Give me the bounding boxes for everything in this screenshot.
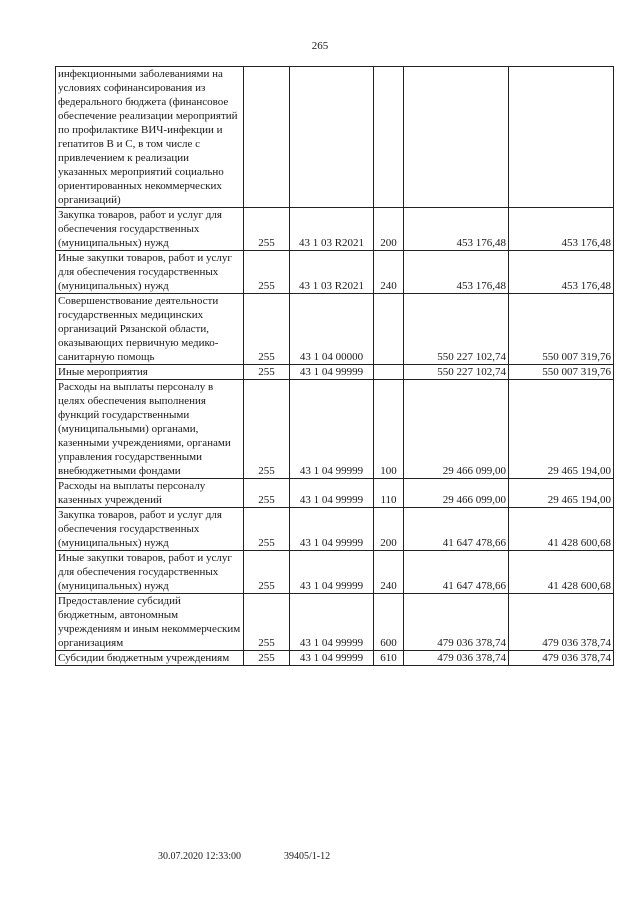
row-vr-cell [374,365,404,380]
row-sum-2-cell: 479 036 378,74 [509,594,614,651]
budget-table-body [56,67,614,666]
table-row [56,508,614,551]
row-ved-cell: 255 [244,294,290,365]
row-sum-1-cell: 41 647 478,66 [404,508,509,551]
row-vr-cell: 240 [374,551,404,594]
row-csr-cell: 43 1 04 99999 [290,380,374,479]
row-name-cell: Иные закупки товаров, работ и услуг для обеспечения государственных (муниципальных) нужд [56,551,244,594]
row-name-cell: Предоставление субсидий бюджетным, автономным учреждениям и иным некоммерческим организациям [56,594,244,651]
row-name-cell: инфекционными заболеваниями на условиях софинансирования из федерального бюджета (финансовое обеспечение реализации мероприятий по профилактике ВИЧ-инфекции и гепатитов В и С, в том числе с привлечением к реализации указанных мероприятий социально ориентированных некоммерческих организаций) [56,67,244,208]
row-name-cell: Закупка товаров, работ и услуг для обеспечения государственных (муниципальных) нужд [56,508,244,551]
row-ved-cell: 255 [244,651,290,666]
row-ved-cell: 255 [244,479,290,508]
row-sum-2-cell: 41 428 600,68 [509,551,614,594]
table-row [56,651,614,666]
row-ved-cell: 255 [244,208,290,251]
footer-doc-number: 39405/1-12 [284,851,331,862]
row-name-cell: Субсидии бюджетным учреждениям [56,651,244,666]
row-csr-cell: 43 1 04 99999 [290,551,374,594]
row-vr-cell: 200 [374,508,404,551]
table-row [56,208,614,251]
row-ved-cell: 255 [244,508,290,551]
row-sum-1-cell: 479 036 378,74 [404,651,509,666]
row-name-cell: Расходы на выплаты персоналу казенных учреждений [56,479,244,508]
row-csr-cell: 43 1 04 99999 [290,594,374,651]
row-ved-cell: 255 [244,251,290,294]
row-vr-cell [374,67,404,208]
row-vr-cell: 600 [374,594,404,651]
row-csr-cell: 43 1 04 99999 [290,508,374,551]
row-csr-cell: 43 1 04 99999 [290,651,374,666]
row-sum-1-cell: 550 227 102,74 [404,294,509,365]
row-sum-1-cell [404,67,509,208]
row-ved-cell: 255 [244,551,290,594]
row-sum-2-cell: 550 007 319,76 [509,294,614,365]
row-sum-2-cell: 453 176,48 [509,208,614,251]
row-sum-1-cell: 41 647 478,66 [404,551,509,594]
table-row [56,251,614,294]
row-csr-cell: 43 1 03 R2021 [290,251,374,294]
row-name-cell: Иные мероприятия [56,365,244,380]
row-sum-2-cell: 550 007 319,76 [509,365,614,380]
row-csr-cell: 43 1 04 00000 [290,294,374,365]
table-row [56,294,614,365]
row-vr-cell: 610 [374,651,404,666]
row-sum-2-cell: 29 465 194,00 [509,380,614,479]
row-vr-cell: 240 [374,251,404,294]
row-vr-cell [374,294,404,365]
row-name-cell: Совершенствование деятельности государственных медицинских организаций Рязанской области, оказывающих первичную медико-санитарную помощь [56,294,244,365]
row-name-cell: Закупка товаров, работ и услуг для обеспечения государственных (муниципальных) нужд [56,208,244,251]
row-ved-cell [244,67,290,208]
row-sum-1-cell: 453 176,48 [404,208,509,251]
row-sum-1-cell: 550 227 102,74 [404,365,509,380]
table-row [56,365,614,380]
row-sum-2-cell: 479 036 378,74 [509,651,614,666]
page-number: 265 [311,40,329,52]
table-row [56,67,614,208]
row-name-cell: Иные закупки товаров, работ и услуг для обеспечения государственных (муниципальных) нужд [56,251,244,294]
row-vr-cell: 100 [374,380,404,479]
row-sum-1-cell: 29 466 099,00 [404,479,509,508]
row-sum-2-cell [509,67,614,208]
table-row [56,594,614,651]
row-sum-1-cell: 29 466 099,00 [404,380,509,479]
row-ved-cell: 255 [244,380,290,479]
table-row [56,551,614,594]
row-name-cell: Расходы на выплаты персоналу в целях обеспечения выполнения функций государственными (муниципальными) органами, казенными учреждениями, органами управления государственными внебюджетными фондами [56,380,244,479]
budget-table [55,66,614,666]
row-sum-1-cell: 453 176,48 [404,251,509,294]
footer-datetime: 30.07.2020 12:33:00 [158,851,242,862]
row-sum-1-cell: 479 036 378,74 [404,594,509,651]
table-row [56,380,614,479]
row-vr-cell: 110 [374,479,404,508]
row-csr-cell: 43 1 04 99999 [290,365,374,380]
row-ved-cell: 255 [244,594,290,651]
table-row [56,479,614,508]
row-csr-cell: 43 1 04 99999 [290,479,374,508]
row-csr-cell: 43 1 03 R2021 [290,208,374,251]
row-sum-2-cell: 29 465 194,00 [509,479,614,508]
row-vr-cell: 200 [374,208,404,251]
row-ved-cell: 255 [244,365,290,380]
row-sum-2-cell: 453 176,48 [509,251,614,294]
row-csr-cell [290,67,374,208]
row-sum-2-cell: 41 428 600,68 [509,508,614,551]
